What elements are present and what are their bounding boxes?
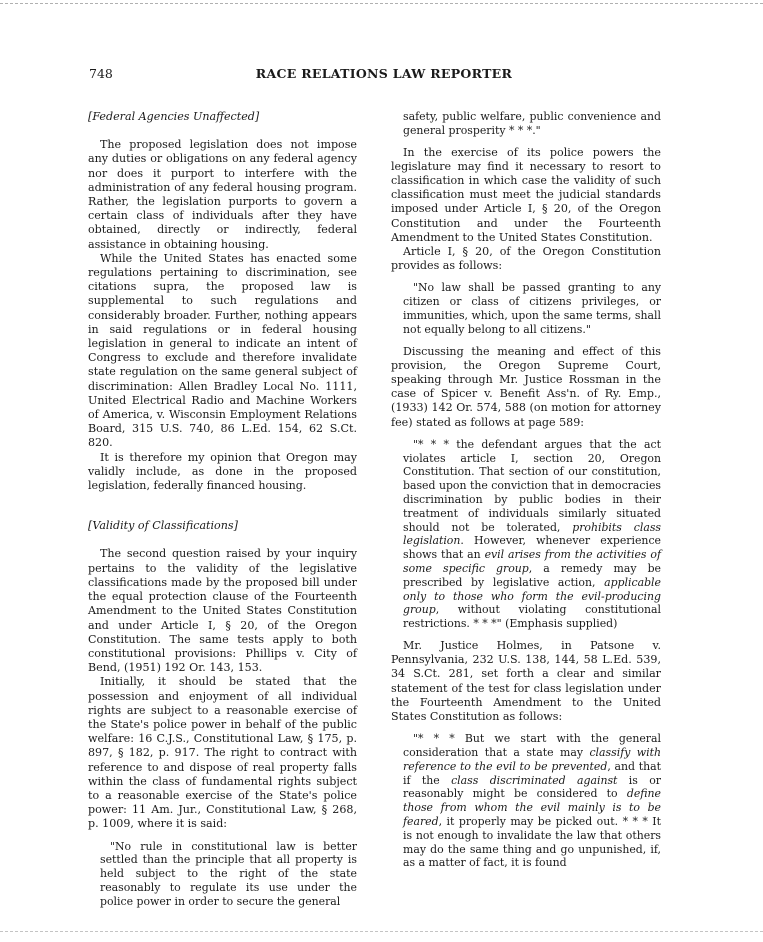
page-number: 748 — [89, 66, 113, 81]
top-scan-edge — [0, 3, 763, 4]
paragraph: In the exercise of its police powers the legislature may find it necessary to resort to classification in which case the validity of such classification must meet the judicial standards imposed under Article I, § 20, of the Oregon Constitution and under the Fourteenth Amendment to the United States Constitution. — [391, 145, 661, 244]
paragraph: Discussing the meaning and effect of this provision, the Oregon Supreme Court, speaking through Mr. Justice Rossman in the case of Spicer v. Benefit Ass'n. of Ry. Emp., (1933) 142 Or. 574, 588 (on motion for attorney fee) stated as follows at page 589: — [391, 344, 661, 429]
quote-text: "No rule in constitutional law is better settled than the principle that all property is held subject to the right of the state reasonably to regulate its use under the police power in order to secure the general — [100, 839, 357, 908]
quote-text: "* * * But we start with the general consideration that a state may classify with reference to the evil to be prevented, and that if the class discriminated against is or reasonably might be considered to define those from whom the evil mainly is to be feared, it properly may be picked out. * * * It is not enough to invalidate the law that others may do the same thing and go unpunished, if, as a matter of fact, it is found — [403, 732, 661, 870]
quote-text: "* * * the defendant argues that the act violates article I, section 20, Oregon Constitution. That section of our constitution, based upon the conviction that in democracies discrimination by public bodies in their treatment of individuals similarly situated should not be tolerated, prohibits class legislation. However, whenever experience shows that an evil arises from the activities of some specific group, a remedy may be prescribed by legislative action, applicable only to those who form the evil-producing group, without violating constitutional restrictions. * * *" (Emphasis supplied) — [403, 437, 661, 631]
paragraph: The second question raised by your inquiry pertains to the validity of the legislative classifications made by the proposed bill under the equal protection clause of the Fourteenth Amendment to the United States Constitution and under Article I, § 20, of the Oregon Constitution. The same tests apply to both constitutional provisions: Phillips v. City of Bend, (1951) 192 Or. 143, 153. — [88, 547, 357, 675]
paragraph: Mr. Justice Holmes, in Patsone v. Pennsylvania, 232 U.S. 138, 144, 58 L.Ed. 539, 34 S.Ct. 281, set forth a clear and similar statement of the test for class legislation under the Fourteenth Amendment to the United States Constitution as follows: — [391, 638, 661, 723]
block-quote — [403, 438, 661, 631]
bottom-scan-edge — [0, 931, 763, 932]
page-header — [89, 66, 679, 84]
paragraph: While the United States has enacted some regulations pertaining to discrimination, see citations supra, the proposed law is supplemental to such regulations and considerably broader. Further, nothing appears in said regulations or in federal housing legislation in general to indicate an intent of Congress to exclude and therefore invalidate state regulation on the same general subject of discrimination: Allen Bradley Local No. 1111, United Electrical Radio and Machine Workers of America, v. Wisconsin Employment Relations Board, 315 U.S. 740, 86 L.Ed. 154, 62 S.Ct. 820. — [88, 251, 357, 450]
block-quote — [403, 732, 661, 870]
quote-text: safety, public welfare, public convenience and general prosperity * * *." — [403, 110, 661, 137]
block-quote — [403, 281, 661, 336]
left-column — [88, 110, 357, 917]
block-quote-continued — [403, 110, 661, 138]
paragraph: Article I, § 20, of the Oregon Constitution provides as follows: — [391, 245, 661, 273]
paragraph: Initially, it should be stated that the possession and enjoyment of all individual rights are subject to a reasonable exercise of the State's police power in behalf of the public welfare: 16 C.J.S., Constitutional Law, § 175, p. 897, § 182, p. 917. The right to contract with reference to and dispose of real property falls within the class of fundamental rights subject to a reasonable exercise of the State's police power: 11 Am. Jur., Constitutional Law, § 268, p. 1009, where it is said: — [88, 675, 357, 831]
quote-text: "No law shall be passed granting to any citizen or class of citizens privileges, or immunities, which, upon the same terms, shall not equally belong to all citizens." — [403, 281, 661, 336]
paragraph: The proposed legislation does not impose any duties or obligations on any federal agency nor does it purport to interfere with the administration of any federal housing program. Rather, the legislation purports to govern a certain class of individuals after they have obtained, directly or indirectly, federal assistance in obtaining housing. — [88, 138, 357, 251]
section-heading-federal-agencies: [Federal Agencies Unaffected] — [88, 110, 260, 123]
paragraph: It is therefore my opinion that Oregon may validly include, as done in the proposed legislation, federally financed housing. — [88, 450, 357, 493]
section-heading-validity: [Validity of Classifications] — [88, 519, 238, 533]
block-quote — [100, 840, 357, 909]
running-head: RACE RELATIONS LAW REPORTER — [255, 66, 513, 81]
right-column — [391, 110, 661, 878]
